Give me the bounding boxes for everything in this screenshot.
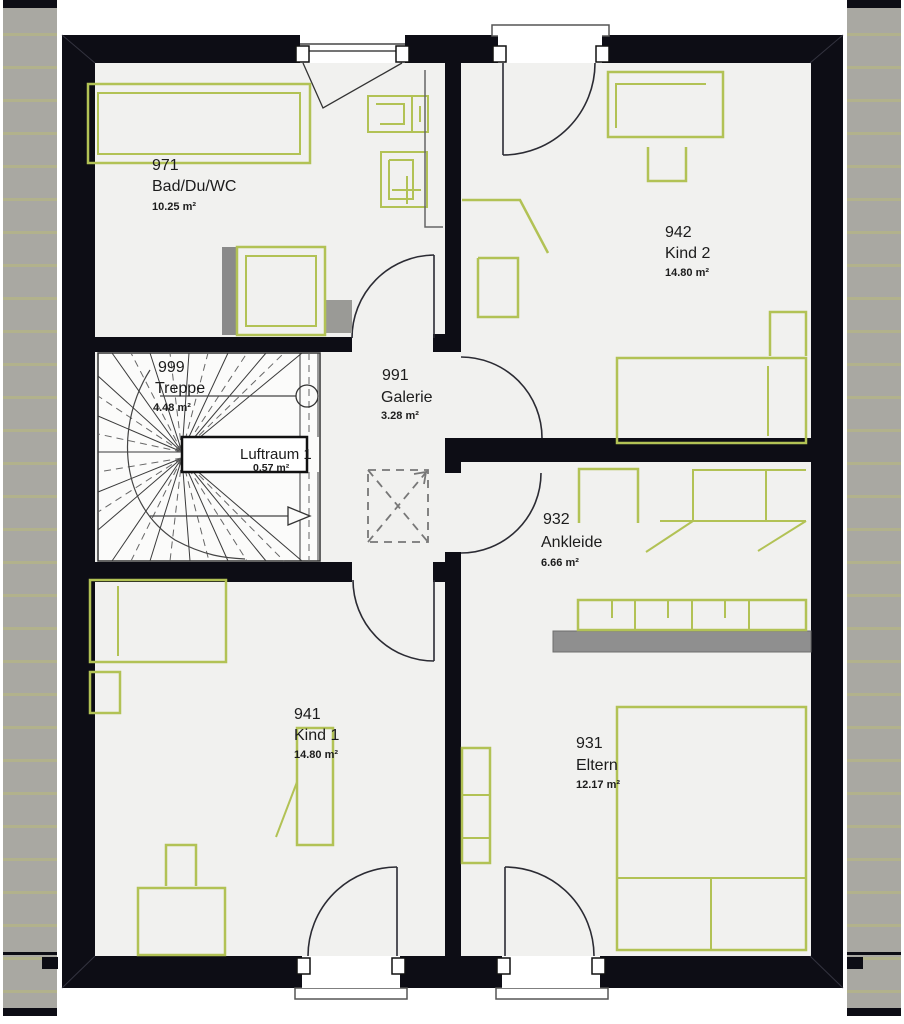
shower-partition bbox=[222, 247, 237, 335]
door-jamb bbox=[596, 46, 609, 62]
section-marker-icon bbox=[847, 957, 863, 969]
neighbor-right-section-line bbox=[847, 952, 901, 955]
wall-top bbox=[62, 35, 843, 63]
room-number: 991 bbox=[382, 367, 409, 384]
room-number: 971 bbox=[152, 157, 179, 174]
door-sill bbox=[496, 988, 608, 999]
wall-left bbox=[62, 35, 95, 988]
wall-right bbox=[810, 35, 843, 988]
window-jamb bbox=[296, 46, 309, 62]
door-sill bbox=[492, 25, 609, 36]
room-label-area: 0.57 m² bbox=[253, 462, 290, 474]
luftraum-void bbox=[182, 437, 312, 474]
half-wall-ankleide-eltern bbox=[553, 631, 811, 652]
room-area: 3.28 m² bbox=[381, 410, 419, 422]
staircase bbox=[98, 353, 320, 561]
neighbor-right-top-cap bbox=[847, 0, 901, 8]
door-jamb bbox=[497, 958, 510, 974]
room-area: 6.66 m² bbox=[541, 557, 579, 569]
door-jamb bbox=[297, 958, 310, 974]
room-number: 932 bbox=[543, 511, 570, 528]
door-jamb bbox=[493, 46, 506, 62]
room-number: 941 bbox=[294, 706, 321, 723]
room-name: Galerie bbox=[381, 389, 433, 406]
room-number: 942 bbox=[665, 224, 692, 241]
room-name: Bad/Du/WC bbox=[152, 178, 237, 195]
neighbor-building-right bbox=[847, 0, 901, 1016]
door-opening bbox=[302, 956, 400, 988]
room-area: 10.25 m² bbox=[152, 201, 197, 213]
window-jamb bbox=[396, 46, 409, 62]
section-marker-icon bbox=[42, 957, 58, 969]
room-label-name: Luftraum 1 bbox=[240, 446, 312, 463]
neighbor-left-hatch bbox=[3, 0, 57, 1016]
room-name: Ankleide bbox=[541, 534, 603, 551]
door-opening bbox=[502, 956, 600, 988]
door-jamb bbox=[392, 958, 405, 974]
neighbor-right-bottom-cap bbox=[847, 1008, 901, 1016]
door-sill bbox=[295, 988, 407, 999]
wall-bottom bbox=[62, 956, 843, 988]
room-name: Treppe bbox=[155, 380, 206, 397]
room-area: 12.17 m² bbox=[576, 779, 621, 791]
wall-center-upper bbox=[445, 63, 461, 352]
wall-center-lower bbox=[445, 552, 461, 956]
wall-stub-kind1-door bbox=[433, 562, 461, 582]
room-name: Eltern bbox=[576, 757, 618, 774]
wall-kind2-ankleide bbox=[445, 438, 811, 462]
neighbor-building-left bbox=[3, 0, 58, 1016]
door-opening bbox=[498, 35, 602, 63]
neighbor-left-bottom-cap bbox=[3, 1008, 57, 1016]
door-jamb bbox=[592, 958, 605, 974]
room-name: Kind 1 bbox=[294, 727, 340, 744]
neighbor-left-section-line bbox=[3, 952, 57, 955]
room-name: Kind 2 bbox=[665, 245, 711, 262]
room-number: 931 bbox=[576, 735, 603, 752]
room-area: 4.48 m² bbox=[153, 402, 191, 414]
neighbor-right-hatch bbox=[847, 0, 901, 1016]
room-area: 14.80 m² bbox=[665, 267, 710, 279]
bath-window-opening bbox=[300, 35, 405, 63]
room-area: 14.80 m² bbox=[294, 749, 339, 761]
neighbor-left-top-cap bbox=[3, 0, 57, 8]
wall-stub-bad-door bbox=[433, 334, 461, 352]
shower-side-panel bbox=[325, 300, 352, 333]
room-number: 999 bbox=[158, 359, 185, 376]
wall-bad-treppe bbox=[95, 337, 352, 352]
